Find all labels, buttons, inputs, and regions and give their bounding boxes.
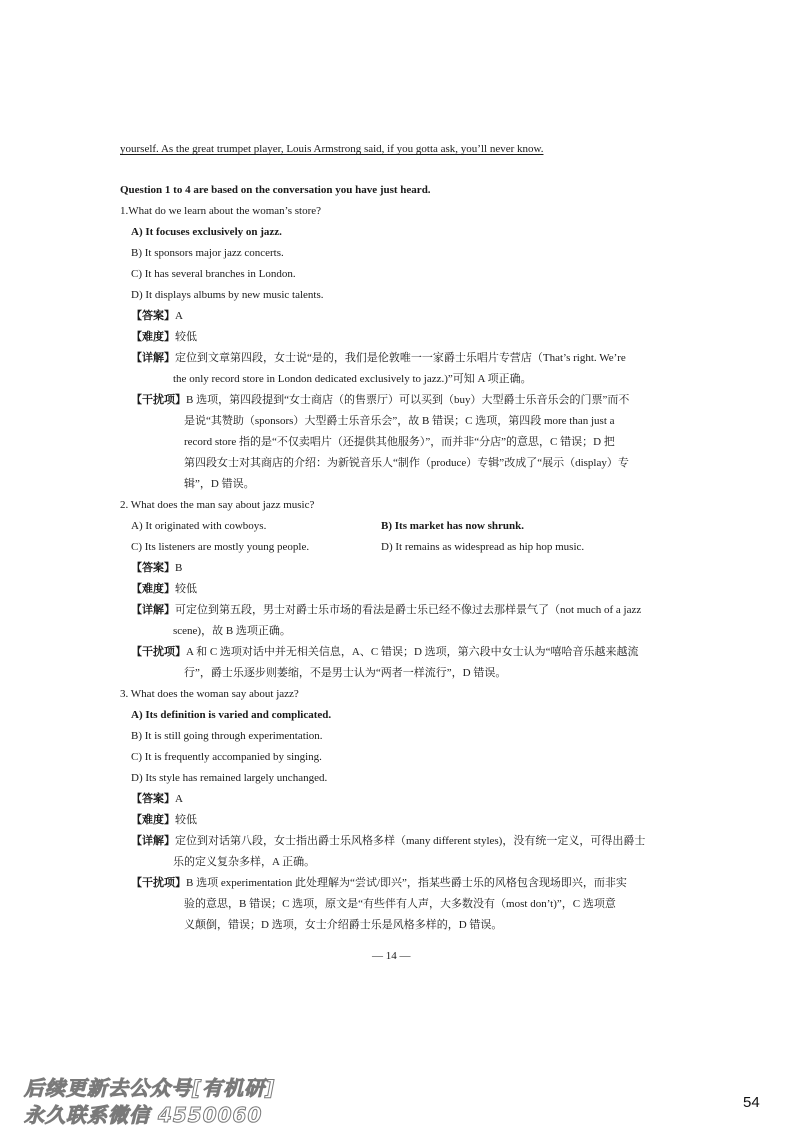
q3-option-a: A) Its definition is varied and complicated. bbox=[131, 709, 332, 721]
q3-option-d: D) Its style has remained largely unchanged. bbox=[131, 772, 328, 784]
q1-distractors-cont-3: 第四段女士对其商店的介绍：为新锐音乐人“制作（produce）专辑”改成了“展示（display）专 bbox=[184, 457, 629, 469]
q1-option-c: C) It has several branches in London. bbox=[131, 268, 296, 280]
distractor-text: B 选项，第四段提到“女士商店（的售票厅）可以买到（buy）大型爵士乐音乐会的门票”而不 bbox=[186, 394, 630, 406]
q2-explain-cont: scene)，故 B 选项正确。 bbox=[173, 625, 291, 637]
explain-text: 定位到对话第八段，女士指出爵士乐风格多样（many different styles)，没有统一定义，可得出爵士 bbox=[175, 835, 646, 847]
q3-option-b: B) It is still going through experimentation. bbox=[131, 730, 323, 742]
q2-distractors bbox=[131, 645, 639, 659]
q3-explain-cont: 乐的定义复杂多样，A 正确。 bbox=[173, 856, 316, 868]
difficulty-label: 【难度】 bbox=[131, 814, 175, 826]
difficulty-value: 较低 bbox=[175, 331, 197, 343]
answer-label: 【答案】 bbox=[131, 310, 175, 322]
answer-label: 【答案】 bbox=[131, 793, 175, 805]
answer-value: A bbox=[175, 310, 183, 322]
distractor-label: 【干扰项】 bbox=[131, 646, 186, 658]
q3-distractors-cont-1: 验的意思，B 错误；C 选项，原文是“有些伴有人声，大多数没有（most don’t)”，C 选项意 bbox=[184, 898, 616, 910]
q2-difficulty bbox=[131, 582, 197, 596]
difficulty-label: 【难度】 bbox=[131, 583, 175, 595]
q3-distractors bbox=[131, 876, 627, 890]
difficulty-label: 【难度】 bbox=[131, 331, 175, 343]
q1-explain-cont: the only record store in London dedicated exclusively to jazz.)”可知 A 项正确。 bbox=[173, 373, 532, 385]
explain-text: 定位到文章第四段，女士说“是的，我们是伦敦唯一一家爵士乐唱片专营店（That’s right. We’re bbox=[175, 352, 626, 364]
q3-distractors-cont-2: 义颠倒，错误；D 选项，女士介绍爵士乐是风格多样的，D 错误。 bbox=[184, 919, 503, 931]
q3-difficulty bbox=[131, 813, 197, 827]
intro-line: yourself. As the great trumpet player, Louis Armstrong said, if you gotta ask, you’ll never know. bbox=[120, 143, 544, 155]
q2-answer bbox=[131, 561, 182, 575]
q3-stem: 3. What does the woman say about jazz? bbox=[120, 688, 299, 700]
answer-value: A bbox=[175, 793, 183, 805]
explain-label: 【详解】 bbox=[131, 604, 175, 616]
watermark-line-2: 永久联系微信 4550060 bbox=[24, 1103, 263, 1127]
distractor-label: 【干扰项】 bbox=[131, 877, 186, 889]
q2-distractors-cont: 行”，爵士乐逐步则萎缩，不是男士认为“两者一样流行”，D 错误。 bbox=[184, 667, 507, 679]
q1-answer bbox=[131, 309, 183, 323]
q1-distractors-cont-2: record store 指的是“不仅卖唱片（还提供其他服务）”，而并非“分店”的意思，C 错误；D 把 bbox=[184, 436, 615, 448]
explain-label: 【详解】 bbox=[131, 835, 175, 847]
q2-stem: 2. What does the man say about jazz music? bbox=[120, 499, 315, 511]
q1-option-b: B) It sponsors major jazz concerts. bbox=[131, 247, 284, 259]
q2-option-a: A) It originated with cowboys. bbox=[131, 520, 267, 532]
explain-label: 【详解】 bbox=[131, 352, 175, 364]
q1-explain bbox=[131, 351, 626, 365]
q1-distractors bbox=[131, 393, 629, 407]
q3-option-c: C) It is frequently accompanied by singing. bbox=[131, 751, 322, 763]
q3-explain bbox=[131, 834, 645, 848]
q3-answer bbox=[131, 792, 183, 806]
answer-label: 【答案】 bbox=[131, 562, 175, 574]
difficulty-value: 较低 bbox=[175, 814, 197, 826]
corner-page-number: 54 bbox=[743, 1094, 760, 1111]
answer-value: B bbox=[175, 562, 183, 574]
distractor-text: A 和 C 选项对话中并无相关信息，A、C 错误；D 选项，第六段中女士认为“嘻哈音乐越来越流 bbox=[186, 646, 639, 658]
page-footer-number: — 14 — bbox=[372, 950, 411, 962]
distractor-label: 【干扰项】 bbox=[131, 394, 186, 406]
distractor-text: B 选项 experimentation 此处理解为“尝试/即兴”，指某些爵士乐的风格包含现场即兴，而非实 bbox=[186, 877, 627, 889]
explain-text: 可定位到第五段，男士对爵士乐市场的看法是爵士乐已经不像过去那样景气了（not much of a jazz bbox=[175, 604, 642, 616]
q1-distractors-cont-4: 辑”，D 错误。 bbox=[184, 478, 255, 490]
q2-option-b: B) Its market has now shrunk. bbox=[381, 520, 525, 532]
watermark-line-1: 后续更新去公众号[有机研] bbox=[24, 1076, 276, 1100]
q1-option-a: A) It focuses exclusively on jazz. bbox=[131, 226, 282, 238]
q1-distractors-cont-1: 是说“其赞助（sponsors）大型爵士乐音乐会”，故 B 错误；C 选项，第四段 more than just a bbox=[184, 415, 615, 427]
q2-option-c: C) Its listeners are mostly young people. bbox=[131, 541, 310, 553]
q1-stem: 1.What do we learn about the woman’s store? bbox=[120, 205, 321, 217]
q2-option-d: D) It remains as widespread as hip hop music. bbox=[381, 541, 585, 553]
difficulty-value: 较低 bbox=[175, 583, 197, 595]
q1-difficulty bbox=[131, 330, 197, 344]
section-heading: Question 1 to 4 are based on the conversation you have just heard. bbox=[120, 184, 431, 196]
q2-explain bbox=[131, 603, 641, 617]
q1-option-d: D) It displays albums by new music talents. bbox=[131, 289, 324, 301]
